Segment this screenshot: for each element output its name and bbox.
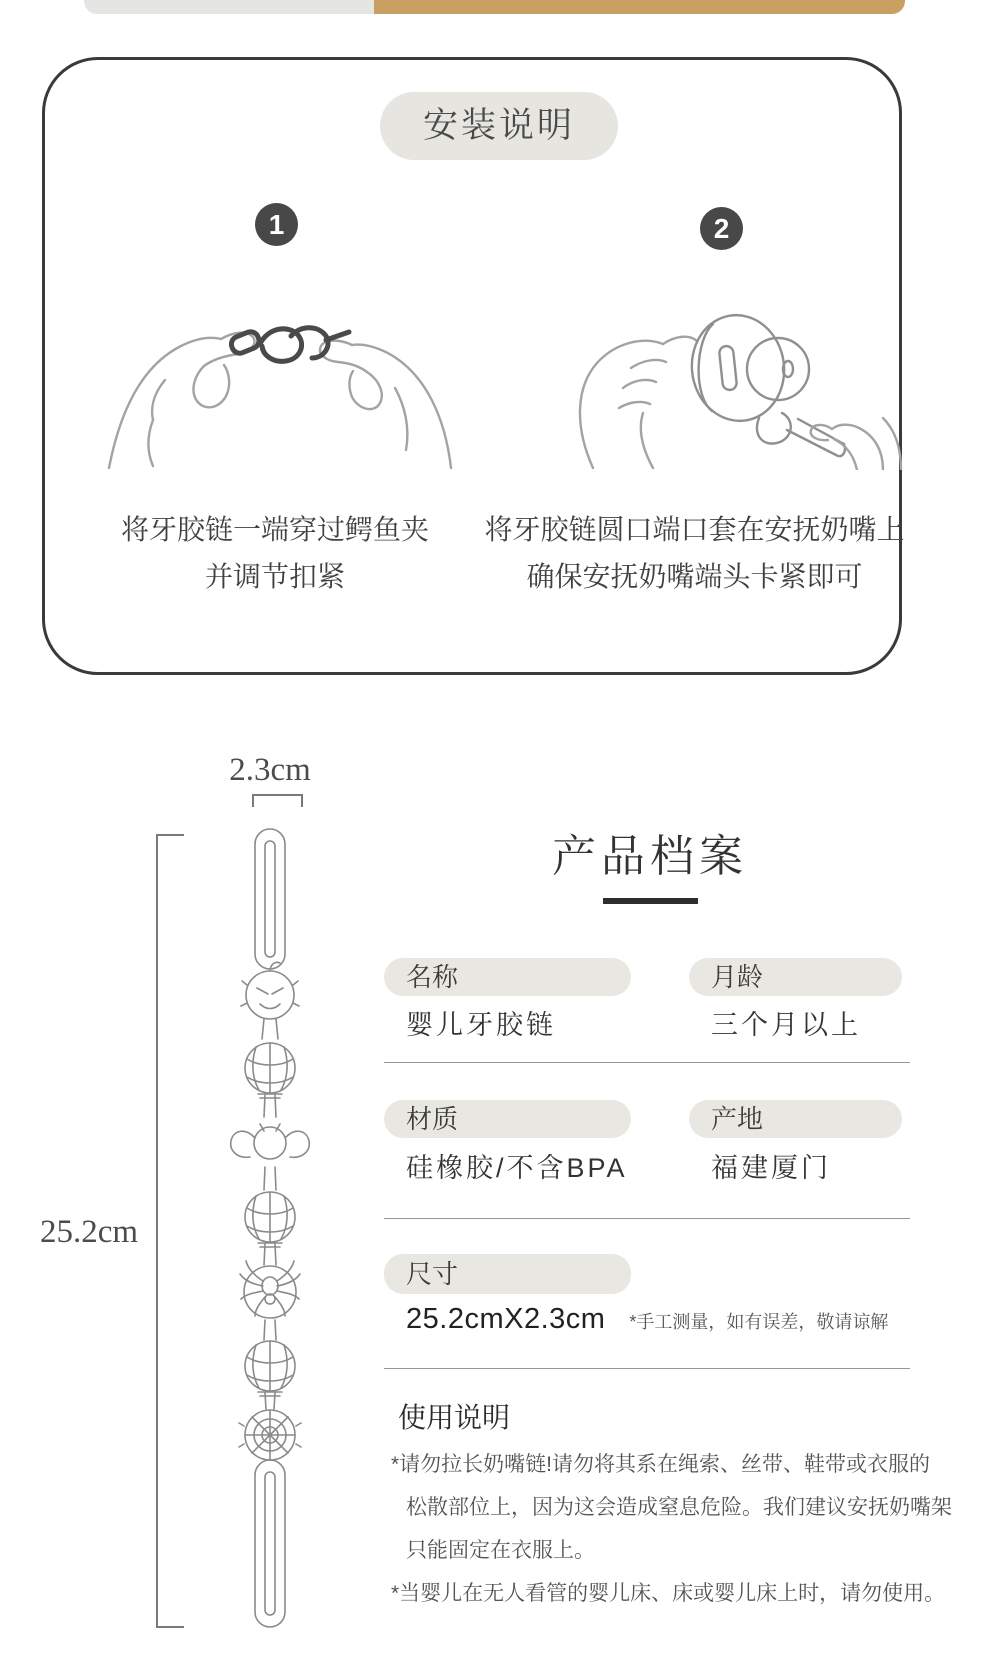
step2-caption [462,506,927,600]
install-title: 安装说明 [380,92,618,160]
top-banner-gray-segment [84,0,374,14]
usage-notes [391,1443,991,1615]
width-measure-bracket [252,794,303,807]
size-measure-note: *手工测量，如有误差，敬请谅解 [629,1312,889,1332]
usage-title: 使用说明 [398,1402,511,1433]
field-value-name: 婴儿牙胶链 [406,1010,556,1040]
step1-caption-line2: 并调节扣紧 [204,561,345,592]
field-value-size: 25.2cmX2.3cm [406,1303,606,1335]
field-label-size: 尺寸 [384,1254,631,1294]
field-value-age: 三个月以上 [711,1010,861,1040]
step1-number-badge: 1 [255,203,298,246]
teether-chain-drawing [220,827,320,1629]
profile-title: 产品档案 [552,832,748,881]
step1-caption [55,506,495,600]
top-banner [84,0,905,14]
step1-caption-line1: 将牙胶链一端穿过鳄鱼夹 [120,514,429,545]
field-label-age: 月龄 [689,958,902,996]
length-dimension-label: 25.2cm [39,1214,139,1250]
step1-hands-clip-illustration [95,248,465,470]
width-dimension-label: 2.3cm [229,752,311,788]
step2-caption-line1: 将牙胶链圆口端口套在安抚奶嘴上 [484,514,905,545]
divider [384,1218,910,1219]
top-banner-tan-segment [374,0,905,14]
divider [384,1368,910,1369]
field-value-material: 硅橡胶/不含BPA [406,1153,628,1183]
size-value-row [406,1303,888,1336]
profile-title-underline [603,898,698,904]
usage-line-1: *请勿拉长奶嘴链!请勿将其系在绳索、丝带、鞋带或衣服的 [391,1453,931,1476]
length-measure-bracket [156,834,184,1628]
usage-line-2: 松散部位上，因为这会造成窒息危险。我们建议安抚奶嘴架 [406,1496,952,1519]
usage-line-4: *当婴儿在无人看管的婴儿床、床或婴儿床上时，请勿使用。 [391,1582,946,1605]
field-label-material: 材质 [384,1100,631,1138]
field-label-origin: 产地 [689,1100,902,1138]
step2-number-badge: 2 [700,207,743,250]
usage-line-3: 只能固定在衣服上。 [406,1539,595,1562]
field-label-name: 名称 [384,958,631,996]
divider [384,1062,910,1063]
step2-caption-line2: 确保安抚奶嘴端头卡紧即可 [526,561,863,592]
field-value-origin: 福建厦门 [711,1153,831,1183]
step2-hands-pacifier-illustration [535,248,905,470]
